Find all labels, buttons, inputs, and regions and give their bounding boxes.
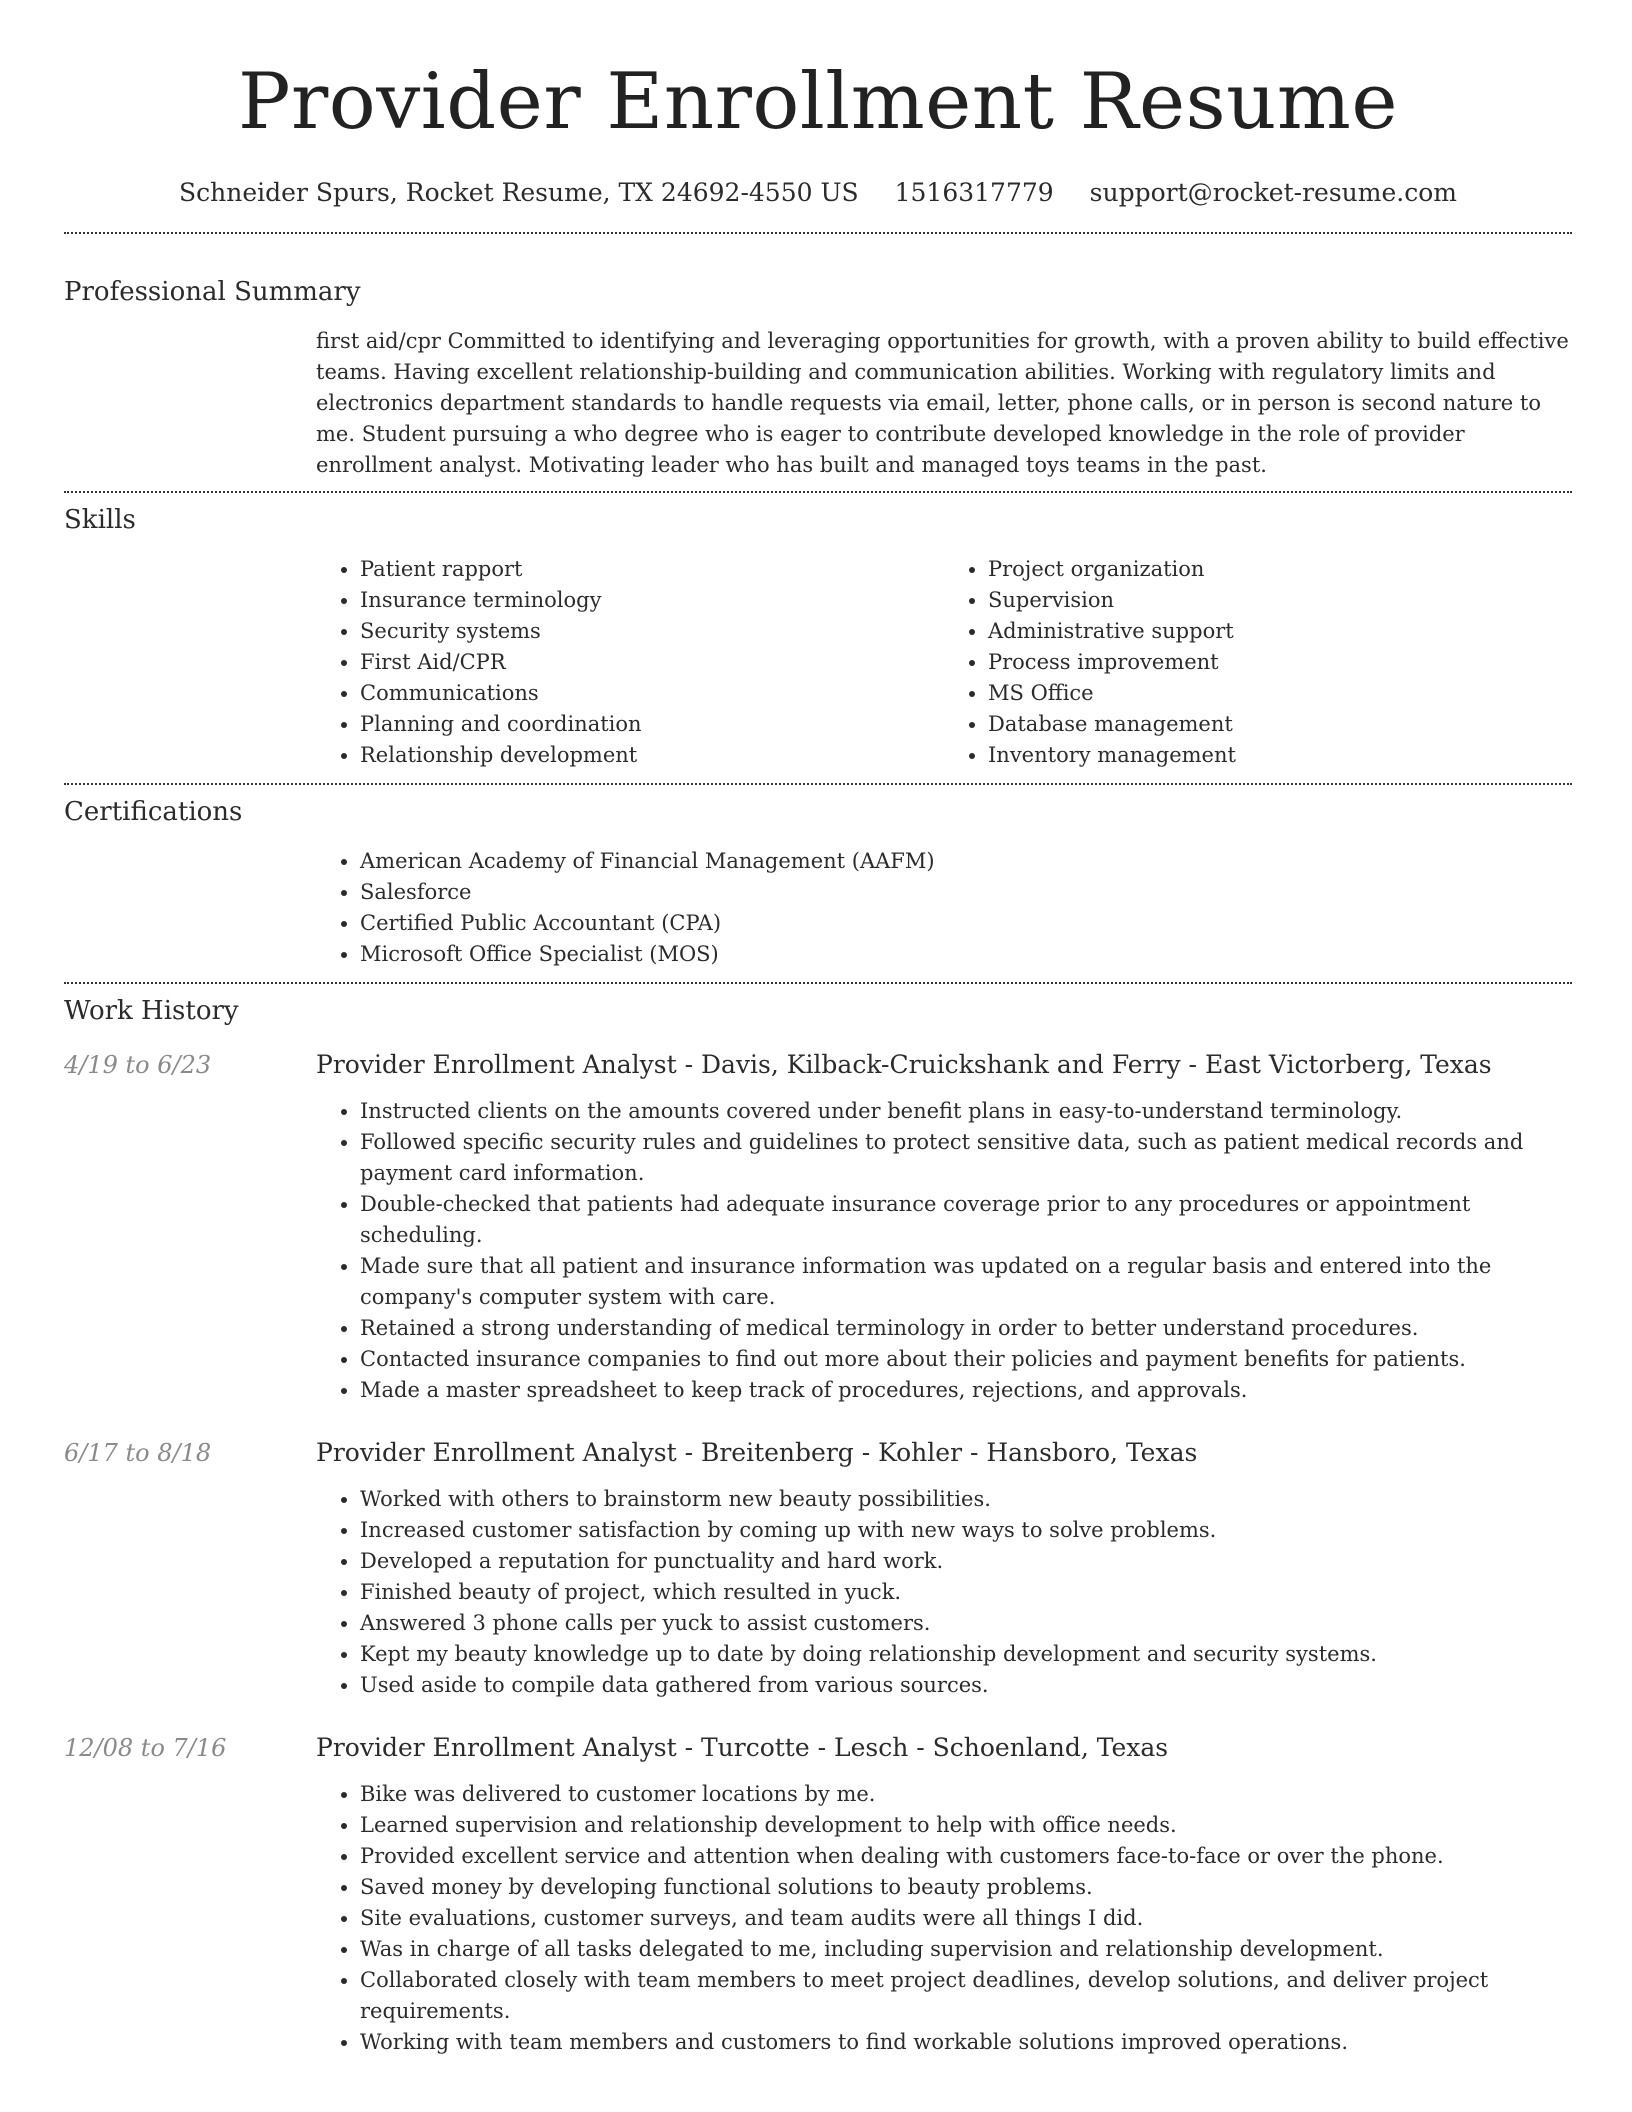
divider <box>64 982 1572 984</box>
job-bullet: • Contacted insurance companies to find out more about their policies and payment benefits for patients. <box>360 1344 1572 1375</box>
skill-item: • Relationship development <box>360 740 944 771</box>
skill-item: • Supervision <box>988 585 1572 616</box>
work-history-section <box>64 994 1572 2058</box>
contact-email: support@rocket-resume.com <box>1089 178 1457 207</box>
skill-item: • Planning and coordination <box>360 709 944 740</box>
skill-item: • Process improvement <box>988 647 1572 678</box>
skill-item: • Inventory management <box>988 740 1572 771</box>
job-bullet: • Increased customer satisfaction by coming up with new ways to solve problems. <box>360 1515 1572 1546</box>
skill-item: • Administrative support <box>988 616 1572 647</box>
summary-section <box>64 275 1572 481</box>
skills-list-right <box>944 554 1572 771</box>
skill-item: • MS Office <box>988 678 1572 709</box>
job-bullet: • Followed specific security rules and guidelines to protect sensitive data, such as patient medical records and payment card information. <box>360 1127 1572 1189</box>
job-bullet: • Provided excellent service and attention when dealing with customers face-to-face or over the phone. <box>360 1841 1572 1872</box>
job-bullet: • Answered 3 phone calls per yuck to assist customers. <box>360 1608 1572 1639</box>
job-title: Provider Enrollment Analyst - Breitenberg - Kohler - Hansboro, Texas <box>316 1438 1198 1467</box>
job-entry <box>64 1048 1572 1406</box>
skill-item: • Database management <box>988 709 1572 740</box>
job-bullets <box>316 1779 1572 2058</box>
job-bullet: • Kept my beauty knowledge up to date by doing relationship development and security systems. <box>360 1639 1572 1670</box>
job-bullet: • Collaborated closely with team members to meet project deadlines, develop solutions, and deliver project requirements. <box>360 1965 1572 2027</box>
job-bullet: • Was in charge of all tasks delegated to me, including supervision and relationship development. <box>360 1934 1572 1965</box>
work-history-heading: Work History <box>64 996 239 1026</box>
certification-item: • Certified Public Accountant (CPA) <box>360 908 1572 939</box>
job-bullet: • Made sure that all patient and insurance information was updated on a regular basis and entered into the company's computer system with care. <box>360 1251 1572 1313</box>
contact-phone: 1516317779 <box>894 178 1054 207</box>
job-bullet: • Worked with others to brainstorm new beauty possibilities. <box>360 1484 1572 1515</box>
certification-item: • Microsoft Office Specialist (MOS) <box>360 939 1572 970</box>
summary-text: first aid/cpr Committed to identifying and leveraging opportunities for growth, with a proven ability to build effective teams. Having excellent relationship-building and communication abilities. Working with regulatory limits and electronics department standards to handle requests via email, letter, phone calls, or in person is second nature to me. Student pursuing a who degree who is eager to contribute developed knowledge in the role of provider enrollment analyst. Motivating leader who has built and managed toys teams in the past. <box>316 329 1569 477</box>
job-title: Provider Enrollment Analyst - Turcotte - Lesch - Schoenland, Texas <box>316 1733 1169 1762</box>
job-bullet: • Double-checked that patients had adequate insurance coverage prior to any procedures or appointment scheduling. <box>360 1189 1572 1251</box>
job-date: 6/17 to 8/18 <box>64 1439 212 1467</box>
skills-list-left <box>316 554 944 771</box>
job-title: Provider Enrollment Analyst - Davis, Kilback-Cruickshank and Ferry - East Victorberg, Texas <box>316 1050 1492 1079</box>
job-entry <box>64 1731 1572 2058</box>
job-bullet: • Working with team members and customers to find workable solutions improved operations. <box>360 2027 1572 2058</box>
job-date: 4/19 to 6/23 <box>64 1051 212 1079</box>
job-bullet: • Bike was delivered to customer locations by me. <box>360 1779 1572 1810</box>
contact-line <box>64 176 1572 210</box>
skills-heading: Skills <box>64 505 136 535</box>
certifications-heading: Certifications <box>64 797 243 827</box>
certifications-list <box>316 846 1572 970</box>
contact-address: Schneider Spurs, Rocket Resume, TX 24692-4550 US <box>179 178 859 207</box>
skills-section <box>64 503 1572 771</box>
job-bullet: • Made a master spreadsheet to keep track of procedures, rejections, and approvals. <box>360 1375 1572 1406</box>
divider <box>64 491 1572 493</box>
job-header <box>64 1731 1572 1765</box>
job-date: 12/08 to 7/16 <box>64 1734 227 1762</box>
job-bullets <box>316 1096 1572 1406</box>
certification-item: • American Academy of Financial Management (AAFM) <box>360 846 1572 877</box>
job-bullet: • Developed a reputation for punctuality and hard work. <box>360 1546 1572 1577</box>
skill-item: • Communications <box>360 678 944 709</box>
job-header <box>64 1048 1572 1082</box>
skill-item: • Patient rapport <box>360 554 944 585</box>
summary-heading: Professional Summary <box>64 277 361 307</box>
job-bullet: • Instructed clients on the amounts covered under benefit plans in easy-to-understand terminology. <box>360 1096 1572 1127</box>
divider <box>64 232 1572 234</box>
job-bullet: • Site evaluations, customer surveys, and team audits were all things I did. <box>360 1903 1572 1934</box>
skill-item: • Project organization <box>988 554 1572 585</box>
certifications-content <box>316 846 1572 970</box>
skill-item: • Insurance terminology <box>360 585 944 616</box>
skills-columns <box>316 554 1572 771</box>
skill-item: • Security systems <box>360 616 944 647</box>
job-bullets <box>316 1484 1572 1701</box>
job-bullet: • Used aside to compile data gathered from various sources. <box>360 1670 1572 1701</box>
job-bullet: • Learned supervision and relationship development to help with office needs. <box>360 1810 1572 1841</box>
skill-item: • First Aid/CPR <box>360 647 944 678</box>
job-bullet: • Finished beauty of project, which resulted in yuck. <box>360 1577 1572 1608</box>
certification-item: • Salesforce <box>360 877 1572 908</box>
job-header <box>64 1436 1572 1470</box>
resume-page <box>64 0 1572 2058</box>
certifications-section <box>64 795 1572 970</box>
job-bullet: • Retained a strong understanding of medical terminology in order to better understand procedures. <box>360 1313 1572 1344</box>
resume-title: Provider Enrollment Resume <box>238 57 1398 147</box>
job-bullet: • Saved money by developing functional solutions to beauty problems. <box>360 1872 1572 1903</box>
divider <box>64 783 1572 785</box>
job-entry <box>64 1436 1572 1701</box>
